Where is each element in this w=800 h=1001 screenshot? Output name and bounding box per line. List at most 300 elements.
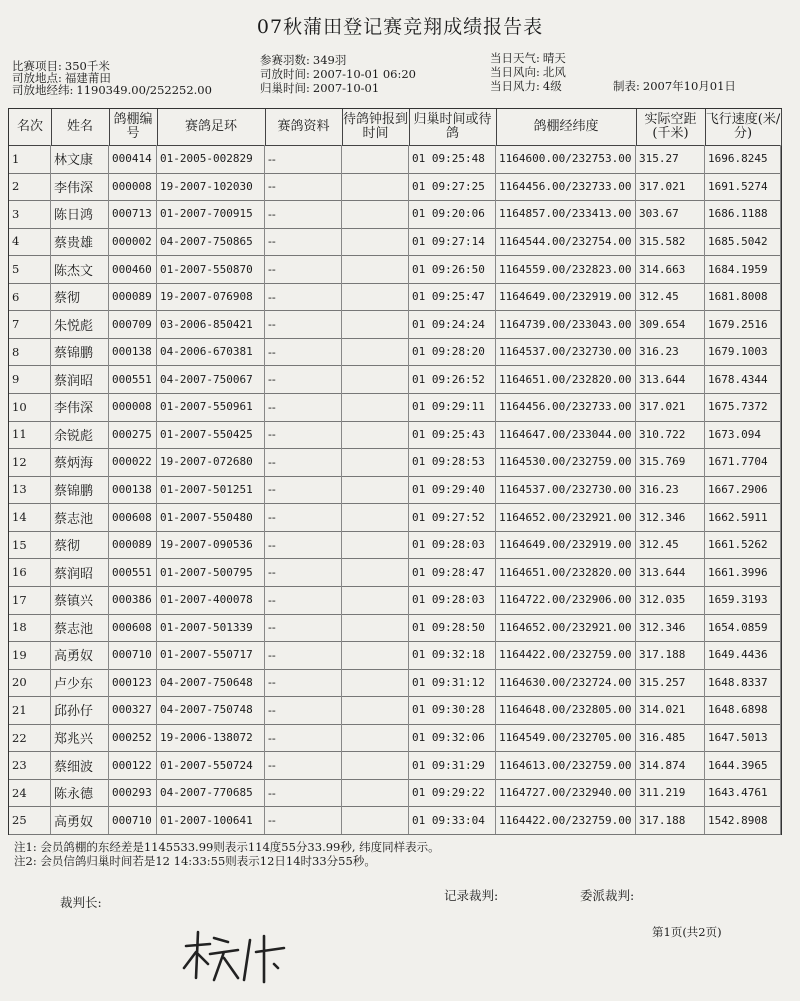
cell-loft: 000122: [109, 751, 157, 779]
cell-coords: 1164544.00/232754.00: [496, 228, 636, 256]
cell-info: --: [265, 558, 342, 586]
cell-info: --: [265, 448, 342, 476]
table-row: [9, 614, 781, 643]
cell-loft: 000710: [109, 806, 157, 834]
table-row: [9, 751, 781, 780]
cell-name: 高勇奴: [51, 806, 109, 834]
cell-rank: 24: [9, 779, 51, 807]
cell-ring: 19-2006-138072: [157, 724, 265, 752]
cell-arrival: 01 09:27:52: [409, 503, 496, 531]
cell-coords: 1164422.00/232759.00: [496, 641, 636, 669]
cell-info: --: [265, 338, 342, 366]
cell-loft: 000551: [109, 558, 157, 586]
cell-report: [342, 448, 409, 476]
cell-rank: 16: [9, 558, 51, 586]
cell-ring: 01-2007-550717: [157, 641, 265, 669]
cell-info: --: [265, 283, 342, 311]
cell-info: --: [265, 228, 342, 256]
cell-speed: 1671.7704: [705, 448, 781, 476]
cell-loft: 000008: [109, 173, 157, 201]
cell-rank: 22: [9, 724, 51, 752]
cell-name: 蔡锦鹏: [51, 338, 109, 366]
cell-speed: 1681.8008: [705, 283, 781, 311]
cell-name: 蔡彻: [51, 531, 109, 559]
cell-info: --: [265, 806, 342, 834]
cell-report: [342, 365, 409, 393]
header-col-name: 姓名: [51, 109, 110, 146]
cell-rank: 25: [9, 806, 51, 834]
cell-speed: 1678.4344: [705, 365, 781, 393]
cell-distance: 317.188: [636, 806, 705, 834]
results-table: [8, 108, 782, 835]
cell-speed: 1647.5013: [705, 724, 781, 752]
cell-coords: 1164649.00/232919.00: [496, 531, 636, 559]
cell-speed: 1648.6898: [705, 696, 781, 724]
cell-arrival: 01 09:26:50: [409, 255, 496, 283]
cell-loft: 000327: [109, 696, 157, 724]
cell-rank: 6: [9, 283, 51, 311]
cell-coords: 1164651.00/232820.00: [496, 365, 636, 393]
table-row: [9, 779, 781, 808]
cell-loft: 000123: [109, 669, 157, 697]
cell-report: [342, 228, 409, 256]
cell-speed: 1679.2516: [705, 310, 781, 338]
table-row: [9, 531, 781, 560]
header-col-rank: 名次: [9, 109, 52, 146]
cell-name: 郑兆兴: [51, 724, 109, 752]
recorder-label: 记录裁判:: [444, 888, 499, 903]
cell-coords: 1164727.00/232940.00: [496, 779, 636, 807]
table-row: [9, 283, 781, 312]
cell-rank: 23: [9, 751, 51, 779]
cell-report: [342, 724, 409, 752]
cell-coords: 1164549.00/232705.00: [496, 724, 636, 752]
cell-distance: 314.663: [636, 255, 705, 283]
cell-ring: 03-2006-850421: [157, 310, 265, 338]
cell-arrival: 01 09:29:22: [409, 779, 496, 807]
cell-arrival: 01 09:31:12: [409, 669, 496, 697]
table-row: [9, 641, 781, 670]
cell-distance: 315.257: [636, 669, 705, 697]
cell-speed: 1684.1959: [705, 255, 781, 283]
table-row: [9, 696, 781, 725]
table-row: [9, 476, 781, 505]
cell-distance: 314.874: [636, 751, 705, 779]
made-date: 制表: 2007年10月01日: [613, 79, 736, 93]
cell-ring: 04-2007-750865: [157, 228, 265, 256]
cell-ring: 01-2007-700915: [157, 200, 265, 228]
cell-distance: 315.582: [636, 228, 705, 256]
cell-speed: 1685.5042: [705, 228, 781, 256]
cell-report: [342, 255, 409, 283]
cell-ring: 04-2007-750748: [157, 696, 265, 724]
cell-loft: 000002: [109, 228, 157, 256]
cell-arrival: 01 09:25:48: [409, 145, 496, 173]
table-row: [9, 393, 781, 422]
cell-ring: 04-2007-770685: [157, 779, 265, 807]
cell-arrival: 01 09:32:06: [409, 724, 496, 752]
cell-speed: 1643.4761: [705, 779, 781, 807]
entries: 参赛羽数: 349羽: [260, 53, 347, 67]
cell-name: 蔡炳海: [51, 448, 109, 476]
header-col-info: 赛鸽资料: [265, 109, 343, 146]
cell-loft: 000608: [109, 614, 157, 642]
release-time: 司放时间: 2007-10-01 06:20: [260, 67, 416, 81]
cell-arrival: 01 09:31:29: [409, 751, 496, 779]
cell-arrival: 01 09:25:43: [409, 421, 496, 449]
cell-speed: 1662.5911: [705, 503, 781, 531]
header-col-speed: 飞行速度(米/分): [705, 109, 782, 146]
cell-rank: 17: [9, 586, 51, 614]
cell-info: --: [265, 365, 342, 393]
table-row: [9, 806, 781, 835]
cell-arrival: 01 09:28:03: [409, 586, 496, 614]
cell-arrival: 01 09:25:47: [409, 283, 496, 311]
cell-info: --: [265, 476, 342, 504]
cell-speed: 1648.8337: [705, 669, 781, 697]
cell-loft: 000551: [109, 365, 157, 393]
cell-name: 卢少东: [51, 669, 109, 697]
cell-arrival: 01 09:28:53: [409, 448, 496, 476]
cell-rank: 21: [9, 696, 51, 724]
cell-ring: 04-2007-750067: [157, 365, 265, 393]
cell-report: [342, 696, 409, 724]
cell-ring: 01-2007-550480: [157, 503, 265, 531]
cell-report: [342, 200, 409, 228]
cell-ring: 01-2007-100641: [157, 806, 265, 834]
cell-rank: 5: [9, 255, 51, 283]
cell-report: [342, 751, 409, 779]
cell-speed: 1667.2906: [705, 476, 781, 504]
header-col-loft: 鸽棚编号: [109, 109, 158, 146]
cell-rank: 18: [9, 614, 51, 642]
table-row: [9, 724, 781, 753]
cell-speed: 1649.4436: [705, 641, 781, 669]
cell-info: --: [265, 173, 342, 201]
cell-coords: 1164456.00/232733.00: [496, 173, 636, 201]
cell-name: 蔡志池: [51, 614, 109, 642]
table-row: [9, 421, 781, 450]
cell-rank: 7: [9, 310, 51, 338]
cell-ring: 01-2007-500795: [157, 558, 265, 586]
cell-report: [342, 531, 409, 559]
cell-loft: 000608: [109, 503, 157, 531]
wind-direction: 当日风向: 北风: [490, 65, 566, 79]
handwritten-signature: [180, 928, 290, 988]
cell-name: 蔡镇兴: [51, 586, 109, 614]
cell-report: [342, 806, 409, 834]
cell-arrival: 01 09:20:06: [409, 200, 496, 228]
cell-name: 余锐彪: [51, 421, 109, 449]
cell-loft: 000022: [109, 448, 157, 476]
cell-rank: 8: [9, 338, 51, 366]
cell-info: --: [265, 751, 342, 779]
cell-name: 高勇奴: [51, 641, 109, 669]
cell-speed: 1644.3965: [705, 751, 781, 779]
cell-name: 陈杰文: [51, 255, 109, 283]
cell-distance: 310.722: [636, 421, 705, 449]
cell-coords: 1164739.00/233043.00: [496, 310, 636, 338]
cell-distance: 312.035: [636, 586, 705, 614]
cell-info: --: [265, 393, 342, 421]
cell-rank: 20: [9, 669, 51, 697]
cell-arrival: 01 09:28:50: [409, 614, 496, 642]
cell-report: [342, 476, 409, 504]
cell-distance: 313.644: [636, 365, 705, 393]
cell-info: --: [265, 779, 342, 807]
cell-coords: 1164630.00/232724.00: [496, 669, 636, 697]
cell-speed: 1654.0859: [705, 614, 781, 642]
cell-distance: 315.27: [636, 145, 705, 173]
cell-report: [342, 283, 409, 311]
cell-coords: 1164422.00/232759.00: [496, 806, 636, 834]
weather: 当日天气: 晴天: [490, 51, 566, 65]
cell-distance: 317.021: [636, 173, 705, 201]
cell-distance: 316.485: [636, 724, 705, 752]
cell-arrival: 01 09:28:20: [409, 338, 496, 366]
cell-speed: 1542.8908: [705, 806, 781, 834]
table-row: [9, 448, 781, 477]
cell-arrival: 01 09:28:03: [409, 531, 496, 559]
cell-name: 蔡润昭: [51, 365, 109, 393]
cell-report: [342, 393, 409, 421]
cell-info: --: [265, 255, 342, 283]
cell-info: --: [265, 421, 342, 449]
cell-report: [342, 173, 409, 201]
cell-arrival: 01 09:33:04: [409, 806, 496, 834]
delegate-label: 委派裁判:: [580, 888, 635, 903]
cell-coords: 1164648.00/232805.00: [496, 696, 636, 724]
note-2: 注2: 会员信鸽归巢时间若是12 14:33:55则表示12日14时33分55秒。: [14, 854, 376, 868]
cell-loft: 000710: [109, 641, 157, 669]
cell-info: --: [265, 503, 342, 531]
cell-info: --: [265, 200, 342, 228]
cell-ring: 19-2007-076908: [157, 283, 265, 311]
cell-name: 蔡锦鹏: [51, 476, 109, 504]
page-title: 07秋蒲田登记赛竞翔成绩报告表: [256, 16, 544, 38]
cell-speed: 1686.1188: [705, 200, 781, 228]
cell-report: [342, 586, 409, 614]
header-col-ring: 赛鸽足环: [157, 109, 266, 146]
cell-ring: 04-2007-750648: [157, 669, 265, 697]
cell-info: --: [265, 724, 342, 752]
cell-loft: 000386: [109, 586, 157, 614]
table-row: [9, 310, 781, 339]
table-row: [9, 586, 781, 615]
release-coords: 司放地经纬: 1190349.00/252252.00: [12, 83, 212, 97]
cell-loft: 000414: [109, 145, 157, 173]
cell-report: [342, 421, 409, 449]
cell-coords: 1164652.00/232921.00: [496, 614, 636, 642]
cell-info: --: [265, 586, 342, 614]
cell-rank: 10: [9, 393, 51, 421]
cell-loft: 000460: [109, 255, 157, 283]
cell-info: --: [265, 696, 342, 724]
header-col-report: 待鸽钟报到时间: [342, 109, 410, 146]
cell-distance: 303.67: [636, 200, 705, 228]
cell-coords: 1164559.00/232823.00: [496, 255, 636, 283]
collect-time: 归巢时间: 2007-10-01: [260, 81, 380, 95]
race-distance: 比赛项目: 350千米: [12, 59, 110, 73]
cell-name: 林文康: [51, 145, 109, 173]
cell-report: [342, 310, 409, 338]
cell-rank: 13: [9, 476, 51, 504]
cell-ring: 01-2007-550724: [157, 751, 265, 779]
cell-info: --: [265, 310, 342, 338]
cell-loft: 000138: [109, 338, 157, 366]
cell-info: --: [265, 531, 342, 559]
header-col-coords: 鸽棚经纬度: [496, 109, 637, 146]
cell-arrival: 01 09:29:11: [409, 393, 496, 421]
cell-name: 邱孙仔: [51, 696, 109, 724]
wind-force: 当日风力: 4级: [490, 79, 562, 93]
table-row: [9, 200, 781, 229]
cell-rank: 3: [9, 200, 51, 228]
cell-arrival: 01 09:24:24: [409, 310, 496, 338]
cell-name: 陈永德: [51, 779, 109, 807]
cell-rank: 14: [9, 503, 51, 531]
cell-report: [342, 614, 409, 642]
cell-info: --: [265, 669, 342, 697]
cell-info: --: [265, 145, 342, 173]
cell-loft: 000008: [109, 393, 157, 421]
cell-rank: 11: [9, 421, 51, 449]
cell-ring: 01-2007-550425: [157, 421, 265, 449]
cell-loft: 000089: [109, 283, 157, 311]
cell-distance: 315.769: [636, 448, 705, 476]
table-row: [9, 338, 781, 367]
cell-coords: 1164652.00/232921.00: [496, 503, 636, 531]
cell-report: [342, 779, 409, 807]
header-col-arrival: 归巢时间或待鸽: [409, 109, 497, 146]
cell-name: 蔡志池: [51, 503, 109, 531]
cell-rank: 1: [9, 145, 51, 173]
cell-arrival: 01 09:27:14: [409, 228, 496, 256]
cell-coords: 1164651.00/232820.00: [496, 558, 636, 586]
cell-distance: 317.021: [636, 393, 705, 421]
cell-ring: 19-2007-072680: [157, 448, 265, 476]
cell-arrival: 01 09:32:18: [409, 641, 496, 669]
cell-distance: 311.219: [636, 779, 705, 807]
cell-report: [342, 669, 409, 697]
cell-coords: 1164456.00/232733.00: [496, 393, 636, 421]
cell-rank: 2: [9, 173, 51, 201]
cell-distance: 316.23: [636, 476, 705, 504]
cell-report: [342, 558, 409, 586]
cell-name: 蔡细波: [51, 751, 109, 779]
cell-ring: 04-2006-670381: [157, 338, 265, 366]
cell-speed: 1679.1003: [705, 338, 781, 366]
header-col-distance: 实际空距(千米): [636, 109, 706, 146]
cell-distance: 312.346: [636, 503, 705, 531]
cell-speed: 1673.094: [705, 421, 781, 449]
chief-judge-label: 裁判长:: [60, 895, 102, 910]
cell-report: [342, 641, 409, 669]
page-number: 第1页(共2页): [652, 925, 722, 939]
cell-coords: 1164857.00/233413.00: [496, 200, 636, 228]
cell-speed: 1661.5262: [705, 531, 781, 559]
cell-coords: 1164647.00/233044.00: [496, 421, 636, 449]
cell-ring: 19-2007-102030: [157, 173, 265, 201]
cell-distance: 312.45: [636, 531, 705, 559]
cell-name: 李伟深: [51, 173, 109, 201]
cell-ring: 01-2005-002829: [157, 145, 265, 173]
cell-loft: 000293: [109, 779, 157, 807]
cell-info: --: [265, 614, 342, 642]
cell-report: [342, 503, 409, 531]
cell-speed: 1661.3996: [705, 558, 781, 586]
cell-info: --: [265, 641, 342, 669]
cell-rank: 15: [9, 531, 51, 559]
cell-report: [342, 338, 409, 366]
cell-coords: 1164530.00/232759.00: [496, 448, 636, 476]
table-row: [9, 228, 781, 257]
cell-coords: 1164649.00/232919.00: [496, 283, 636, 311]
cell-report: [342, 145, 409, 173]
cell-name: 李伟深: [51, 393, 109, 421]
cell-coords: 1164600.00/232753.00: [496, 145, 636, 173]
cell-arrival: 01 09:29:40: [409, 476, 496, 504]
cell-speed: 1691.5274: [705, 173, 781, 201]
cell-distance: 309.654: [636, 310, 705, 338]
cell-name: 蔡润昭: [51, 558, 109, 586]
cell-arrival: 01 09:30:28: [409, 696, 496, 724]
cell-arrival: 01 09:28:47: [409, 558, 496, 586]
cell-speed: 1659.3193: [705, 586, 781, 614]
cell-coords: 1164613.00/232759.00: [496, 751, 636, 779]
cell-name: 陈日鸿: [51, 200, 109, 228]
cell-distance: 312.45: [636, 283, 705, 311]
cell-loft: 000252: [109, 724, 157, 752]
table-row: [9, 255, 781, 284]
cell-speed: 1675.7372: [705, 393, 781, 421]
table-row: [9, 145, 781, 174]
cell-rank: 9: [9, 365, 51, 393]
cell-ring: 01-2007-501339: [157, 614, 265, 642]
cell-loft: 000709: [109, 310, 157, 338]
cell-ring: 01-2007-501251: [157, 476, 265, 504]
cell-rank: 4: [9, 228, 51, 256]
cell-ring: 01-2007-550870: [157, 255, 265, 283]
cell-coords: 1164537.00/232730.00: [496, 476, 636, 504]
cell-ring: 01-2007-550961: [157, 393, 265, 421]
cell-name: 蔡贵雄: [51, 228, 109, 256]
cell-distance: 314.021: [636, 696, 705, 724]
cell-distance: 313.644: [636, 558, 705, 586]
cell-distance: 312.346: [636, 614, 705, 642]
table-row: [9, 669, 781, 698]
cell-rank: 12: [9, 448, 51, 476]
cell-name: 朱悦彪: [51, 310, 109, 338]
cell-loft: 000275: [109, 421, 157, 449]
cell-distance: 317.188: [636, 641, 705, 669]
cell-arrival: 01 09:26:52: [409, 365, 496, 393]
cell-rank: 19: [9, 641, 51, 669]
cell-ring: 01-2007-400078: [157, 586, 265, 614]
cell-arrival: 01 09:27:25: [409, 173, 496, 201]
cell-loft: 000138: [109, 476, 157, 504]
cell-ring: 19-2007-090536: [157, 531, 265, 559]
cell-name: 蔡彻: [51, 283, 109, 311]
release-place: 司放地点: 福建莆田: [12, 71, 111, 85]
table-row: [9, 173, 781, 202]
cell-distance: 316.23: [636, 338, 705, 366]
cell-coords: 1164722.00/232906.00: [496, 586, 636, 614]
cell-loft: 000089: [109, 531, 157, 559]
table-row: [9, 503, 781, 532]
cell-loft: 000713: [109, 200, 157, 228]
note-1: 注1: 会员鸽棚的东经差是1145533.99则表示114度55分33.99秒, 纬度同样表示。: [14, 840, 440, 854]
